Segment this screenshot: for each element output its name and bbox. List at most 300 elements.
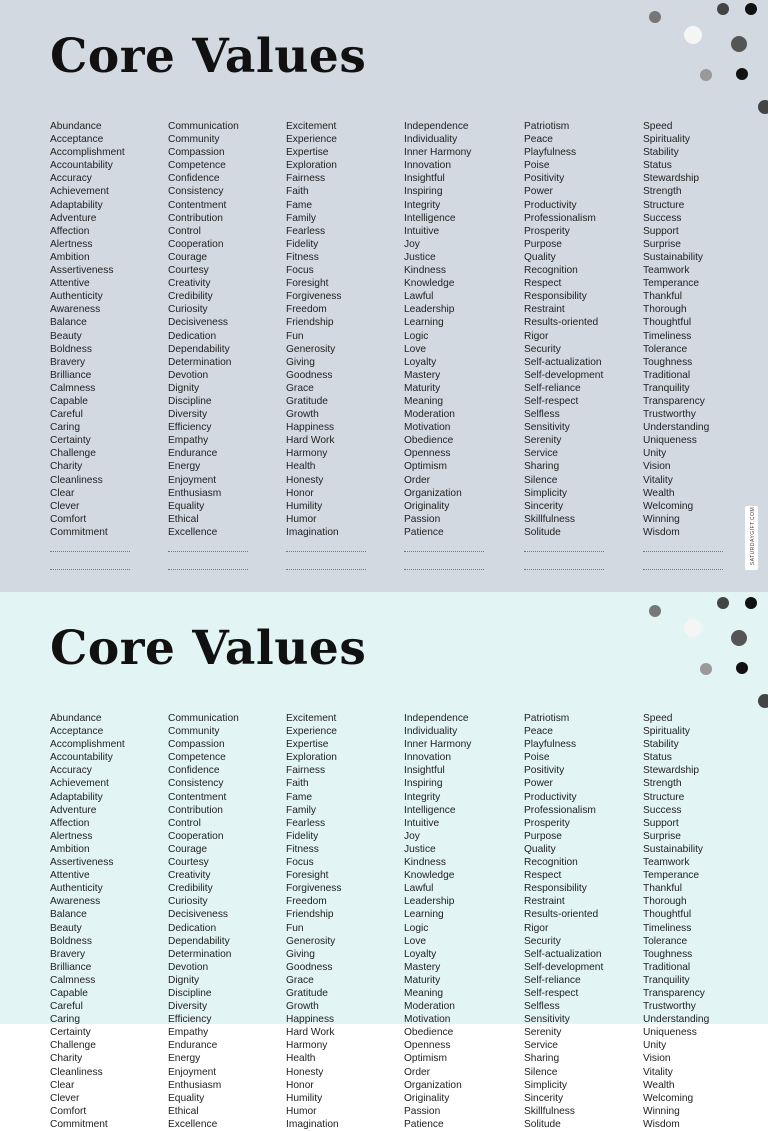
value-item: Originality	[404, 1092, 450, 1104]
value-item: Fitness	[286, 251, 319, 263]
value-item: Patriotism	[524, 121, 570, 132]
value-item: Structure	[643, 199, 685, 211]
value-item: Restraint	[524, 896, 565, 908]
value-item: Forgiveness	[286, 883, 342, 895]
value-item: Balance	[50, 317, 87, 329]
value-item: Trustworthy	[643, 409, 696, 421]
value-item: Wisdom	[643, 1118, 680, 1130]
value-item: Beauty	[50, 922, 82, 934]
value-item: Traditional	[643, 369, 691, 381]
value-item: Understanding	[643, 422, 710, 434]
value-item: Thankful	[643, 291, 683, 303]
value-item: Assertiveness	[50, 857, 114, 869]
value-item: Careful	[50, 1001, 83, 1013]
value-item: Faith	[286, 778, 309, 790]
value-item: Determination	[168, 356, 232, 368]
value-item: Friendship	[286, 909, 334, 921]
value-item: Insightful	[404, 765, 445, 777]
value-item: Wisdom	[643, 526, 680, 538]
value-item: Careful	[50, 409, 83, 421]
value-item: Contribution	[168, 804, 223, 816]
value-item: Courtesy	[168, 265, 209, 277]
value-item: Ambition	[50, 843, 90, 855]
value-item: Traditional	[643, 961, 691, 973]
write-in-line	[50, 569, 130, 570]
value-item: Discipline	[168, 395, 212, 407]
value-item: Security	[524, 935, 561, 947]
value-item: Faith	[286, 186, 309, 198]
value-item: Kindness	[404, 265, 446, 277]
value-item: Moderation	[404, 409, 455, 421]
value-item: Achievement	[50, 778, 109, 790]
value-item: Dignity	[168, 382, 200, 394]
value-item: Welcoming	[643, 1092, 694, 1104]
value-item: Unity	[643, 1040, 667, 1052]
value-item: Gratitude	[286, 987, 328, 999]
value-item: Balance	[50, 909, 87, 921]
value-item: Commitment	[50, 1118, 108, 1130]
value-item: Clear	[50, 1079, 75, 1091]
value-item: Goodness	[286, 961, 333, 973]
page-title: Core Values	[50, 29, 367, 84]
value-item: Self-actualization	[524, 948, 602, 960]
value-item: Consistency	[168, 186, 224, 198]
value-item: Beauty	[50, 330, 82, 342]
value-item: Achievement	[50, 186, 109, 198]
value-item: Thorough	[643, 304, 687, 316]
value-item: Humor	[286, 1105, 317, 1117]
value-item: Competence	[168, 160, 226, 172]
value-item: Maturity	[404, 382, 441, 394]
value-item: Selfless	[524, 1001, 560, 1013]
value-item: Order	[404, 1066, 431, 1078]
write-in-line	[286, 569, 366, 570]
values-column-1	[50, 712, 162, 1131]
value-item: Stewardship	[643, 173, 700, 185]
value-item: Teamwork	[643, 265, 690, 277]
value-item: Uniqueness	[643, 435, 697, 447]
value-item: Competence	[168, 752, 226, 764]
write-in-line	[50, 551, 130, 552]
value-item: Love	[404, 343, 427, 355]
value-item: Status	[643, 752, 672, 764]
value-item: Silence	[524, 1066, 558, 1078]
value-item: Quality	[524, 843, 556, 855]
brand-badge-text: SATURDAYGIFT.COM	[750, 506, 756, 566]
value-item: Prosperity	[524, 225, 570, 237]
value-item: Inspiring	[404, 778, 443, 790]
value-item: Fearless	[286, 225, 326, 237]
value-item: Fame	[286, 199, 313, 211]
value-item: Vitality	[643, 1066, 673, 1078]
value-item: Independence	[404, 713, 469, 724]
value-item: Compassion	[168, 739, 225, 751]
value-item: Kindness	[404, 857, 446, 869]
value-item: Focus	[286, 857, 314, 869]
value-item: Clever	[50, 1092, 80, 1104]
value-item: Courage	[168, 251, 208, 263]
values-column-6	[643, 120, 755, 539]
value-item: Organization	[404, 1079, 462, 1091]
value-item: Dignity	[168, 974, 200, 986]
page-title: Core Values	[50, 621, 367, 676]
value-item: Adaptability	[50, 199, 103, 211]
value-item: Credibility	[168, 291, 213, 303]
value-item: Hard Work	[286, 435, 335, 447]
value-item: Courage	[168, 843, 208, 855]
value-item: Responsibility	[524, 883, 587, 895]
value-item: Equality	[168, 1092, 205, 1104]
value-item: Honor	[286, 1079, 314, 1091]
value-item: Excellence	[168, 526, 218, 538]
value-item: Energy	[168, 461, 201, 473]
value-item: Growth	[286, 409, 319, 421]
value-item: Poise	[524, 160, 550, 172]
value-item: Understanding	[643, 1014, 710, 1026]
value-item: Positivity	[524, 173, 565, 185]
value-item: Bravery	[50, 356, 86, 368]
value-item: Accuracy	[50, 173, 92, 185]
value-item: Contentment	[168, 791, 227, 803]
value-item: Giving	[286, 948, 315, 960]
value-item: Peace	[524, 134, 553, 146]
value-item: Temperance	[643, 870, 700, 882]
value-item: Exploration	[286, 752, 337, 764]
value-item: Alertness	[50, 238, 93, 250]
value-item: Toughness	[643, 948, 693, 960]
value-item: Support	[643, 817, 679, 829]
value-item: Surprise	[643, 830, 681, 842]
value-item: Clear	[50, 487, 75, 499]
value-item: Independence	[404, 121, 469, 132]
value-item: Goodness	[286, 369, 333, 381]
value-item: Temperance	[643, 278, 700, 290]
write-in-line	[168, 551, 248, 552]
value-item: Stability	[643, 147, 679, 159]
value-item: Certainty	[50, 1027, 91, 1039]
value-item: Individuality	[404, 134, 458, 146]
value-item: Hard Work	[286, 1027, 335, 1039]
value-item: Wealth	[643, 1079, 675, 1091]
value-item: Thoughtful	[643, 909, 692, 921]
value-item: Clever	[50, 500, 80, 512]
value-item: Insightful	[404, 173, 445, 185]
value-item: Organization	[404, 487, 462, 499]
value-item: Honesty	[286, 474, 324, 486]
value-item: Productivity	[524, 791, 577, 803]
value-item: Abundance	[50, 713, 102, 724]
value-item: Rigor	[524, 330, 549, 342]
value-item: Excitement	[286, 713, 337, 724]
value-item: Sincerity	[524, 1092, 564, 1104]
value-item: Challenge	[50, 1040, 96, 1052]
value-item: Cleanliness	[50, 1066, 103, 1078]
value-item: Power	[524, 778, 553, 790]
value-item: Compassion	[168, 147, 225, 159]
value-item: Excellence	[168, 1118, 218, 1130]
value-item: Grace	[286, 382, 314, 394]
value-item: Teamwork	[643, 857, 690, 869]
value-item: Forgiveness	[286, 291, 342, 303]
value-item: Order	[404, 474, 431, 486]
value-item: Dependability	[168, 935, 230, 947]
core-values-card-bottom	[0, 592, 768, 1130]
value-item: Sharing	[524, 1053, 560, 1065]
value-item: Tolerance	[643, 343, 688, 355]
values-column-2	[168, 120, 280, 539]
value-item: Individuality	[404, 726, 458, 738]
value-item: Devotion	[168, 369, 209, 381]
value-item: Exploration	[286, 160, 337, 172]
value-item: Comfort	[50, 513, 87, 525]
value-item: Assertiveness	[50, 265, 114, 277]
value-item: Energy	[168, 1053, 201, 1065]
value-item: Professionalism	[524, 804, 596, 816]
value-item: Adventure	[50, 212, 97, 224]
value-item: Decisiveness	[168, 317, 229, 329]
value-item: Serenity	[524, 435, 562, 447]
value-item: Obedience	[404, 1027, 454, 1039]
decorative-dots-icon	[638, 592, 768, 712]
value-item: Recognition	[524, 265, 578, 277]
value-item: Fun	[286, 922, 304, 934]
value-item: Serenity	[524, 1027, 562, 1039]
value-item: Quality	[524, 251, 556, 263]
value-item: Friendship	[286, 317, 334, 329]
value-item: Accomplishment	[50, 147, 125, 159]
value-item: Tranquility	[643, 974, 690, 986]
values-column-6	[643, 712, 755, 1131]
value-item: Integrity	[404, 791, 441, 803]
value-item: Learning	[404, 317, 444, 329]
value-item: Ethical	[168, 513, 199, 525]
decorative-dots-icon	[638, 0, 768, 120]
value-item: Joy	[404, 238, 420, 250]
value-item: Caring	[50, 1014, 81, 1026]
value-item: Humility	[286, 500, 323, 512]
value-item: Peace	[524, 726, 553, 738]
value-item: Justice	[404, 251, 436, 263]
value-item: Family	[286, 212, 316, 224]
value-item: Affection	[50, 225, 90, 237]
value-item: Certainty	[50, 435, 91, 447]
value-item: Harmony	[286, 448, 328, 460]
value-item: Lawful	[404, 291, 434, 303]
value-item: Enthusiasm	[168, 1079, 222, 1091]
value-item: Love	[404, 935, 427, 947]
values-column-3	[286, 120, 398, 539]
value-item: Boldness	[50, 343, 92, 355]
value-item: Equality	[168, 500, 205, 512]
value-item: Sensitivity	[524, 1014, 570, 1026]
value-item: Commitment	[50, 526, 108, 538]
value-item: Thankful	[643, 883, 683, 895]
value-item: Playfulness	[524, 147, 577, 159]
value-item: Intelligence	[404, 212, 456, 224]
value-item: Contribution	[168, 212, 223, 224]
value-item: Knowledge	[404, 278, 455, 290]
value-item: Wealth	[643, 487, 675, 499]
value-item: Spirituality	[643, 134, 690, 146]
value-item: Self-respect	[524, 987, 579, 999]
value-item: Control	[168, 817, 201, 829]
value-item: Cleanliness	[50, 474, 103, 486]
value-item: Attentive	[50, 278, 90, 290]
value-item: Integrity	[404, 199, 441, 211]
value-item: Contentment	[168, 199, 227, 211]
value-item: Motivation	[404, 1014, 451, 1026]
value-item: Poise	[524, 752, 550, 764]
value-item: Authenticity	[50, 291, 103, 303]
value-item: Productivity	[524, 199, 577, 211]
value-item: Foresight	[286, 870, 329, 882]
value-item: Vitality	[643, 474, 673, 486]
value-item: Sustainability	[643, 843, 704, 855]
value-item: Fitness	[286, 843, 319, 855]
value-item: Consistency	[168, 778, 224, 790]
value-item: Intelligence	[404, 804, 456, 816]
value-item: Selfless	[524, 409, 560, 421]
value-item: Meaning	[404, 987, 444, 999]
write-in-line	[286, 551, 366, 552]
value-item: Curiosity	[168, 304, 208, 316]
value-item: Solitude	[524, 1118, 561, 1130]
write-in-line	[168, 569, 248, 570]
value-item: Affection	[50, 817, 90, 829]
values-column-5	[524, 120, 636, 539]
value-item: Vision	[643, 461, 671, 473]
value-item: Openness	[404, 448, 451, 460]
value-item: Courtesy	[168, 857, 209, 869]
value-item: Timeliness	[643, 330, 692, 342]
value-item: Leadership	[404, 896, 455, 908]
value-item: Tranquility	[643, 382, 690, 394]
value-item: Purpose	[524, 830, 562, 842]
value-item: Winning	[643, 513, 680, 525]
value-item: Empathy	[168, 1027, 209, 1039]
value-item: Success	[643, 804, 682, 816]
value-item: Inner Harmony	[404, 147, 472, 159]
value-item: Community	[168, 726, 220, 738]
value-item: Logic	[404, 922, 429, 934]
value-item: Adventure	[50, 804, 97, 816]
value-item: Experience	[286, 134, 337, 146]
value-item: Devotion	[168, 961, 209, 973]
value-item: Curiosity	[168, 896, 208, 908]
value-item: Honesty	[286, 1066, 324, 1078]
value-item: Skillfulness	[524, 1105, 575, 1117]
value-item: Positivity	[524, 765, 565, 777]
value-item: Acceptance	[50, 134, 104, 146]
value-item: Harmony	[286, 1040, 328, 1052]
value-item: Innovation	[404, 160, 452, 172]
value-item: Inspiring	[404, 186, 443, 198]
value-item: Experience	[286, 726, 337, 738]
value-item: Unity	[643, 448, 667, 460]
value-item: Endurance	[168, 448, 218, 460]
value-item: Fairness	[286, 173, 326, 185]
value-item: Sensitivity	[524, 422, 570, 434]
value-item: Speed	[643, 713, 673, 724]
value-item: Self-reliance	[524, 382, 581, 394]
value-item: Creativity	[168, 278, 211, 290]
value-item: Service	[524, 1040, 558, 1052]
value-item: Support	[643, 225, 679, 237]
value-item: Confidence	[168, 765, 220, 777]
value-item: Strength	[643, 186, 682, 198]
values-column-1	[50, 120, 162, 539]
value-item: Lawful	[404, 883, 434, 895]
value-item: Openness	[404, 1040, 451, 1052]
value-item: Responsibility	[524, 291, 587, 303]
value-item: Knowledge	[404, 870, 455, 882]
value-item: Humility	[286, 1092, 323, 1104]
value-item: Winning	[643, 1105, 680, 1117]
value-item: Vision	[643, 1053, 671, 1065]
value-item: Accountability	[50, 752, 113, 764]
write-in-line	[404, 551, 484, 552]
value-item: Strength	[643, 778, 682, 790]
value-item: Optimism	[404, 1053, 448, 1065]
value-item: Gratitude	[286, 395, 328, 407]
value-item: Stability	[643, 739, 679, 751]
value-item: Accomplishment	[50, 739, 125, 751]
value-item: Boldness	[50, 935, 92, 947]
value-item: Self-development	[524, 961, 604, 973]
value-item: Discipline	[168, 987, 212, 999]
brand-badge	[745, 506, 758, 570]
value-item: Dependability	[168, 343, 230, 355]
value-item: Simplicity	[524, 487, 568, 499]
value-item: Generosity	[286, 343, 336, 355]
value-item: Brilliance	[50, 961, 92, 973]
value-item: Maturity	[404, 974, 441, 986]
value-item: Patience	[404, 526, 444, 538]
value-item: Challenge	[50, 448, 96, 460]
value-item: Self-actualization	[524, 356, 602, 368]
value-item: Motivation	[404, 422, 451, 434]
value-item: Imagination	[286, 526, 339, 538]
value-item: Decisiveness	[168, 909, 229, 921]
value-item: Results-oriented	[524, 909, 599, 921]
value-item: Fearless	[286, 817, 326, 829]
value-item: Enjoyment	[168, 474, 217, 486]
value-item: Joy	[404, 830, 420, 842]
value-item: Respect	[524, 278, 562, 290]
value-item: Service	[524, 448, 558, 460]
value-item: Trustworthy	[643, 1001, 696, 1013]
value-item: Self-reliance	[524, 974, 581, 986]
value-item: Cooperation	[168, 238, 224, 250]
value-item: Health	[286, 461, 316, 473]
values-column-2	[168, 712, 280, 1131]
value-item: Creativity	[168, 870, 211, 882]
value-item: Accountability	[50, 160, 113, 172]
value-item: Confidence	[168, 173, 220, 185]
value-item: Focus	[286, 265, 314, 277]
value-item: Dedication	[168, 922, 217, 934]
value-item: Intuitive	[404, 817, 440, 829]
value-item: Fairness	[286, 765, 326, 777]
value-item: Endurance	[168, 1040, 218, 1052]
value-item: Humor	[286, 513, 317, 525]
value-item: Spirituality	[643, 726, 690, 738]
value-item: Alertness	[50, 830, 93, 842]
value-item: Foresight	[286, 278, 329, 290]
value-item: Enjoyment	[168, 1066, 217, 1078]
value-item: Family	[286, 804, 316, 816]
value-item: Imagination	[286, 1118, 339, 1130]
